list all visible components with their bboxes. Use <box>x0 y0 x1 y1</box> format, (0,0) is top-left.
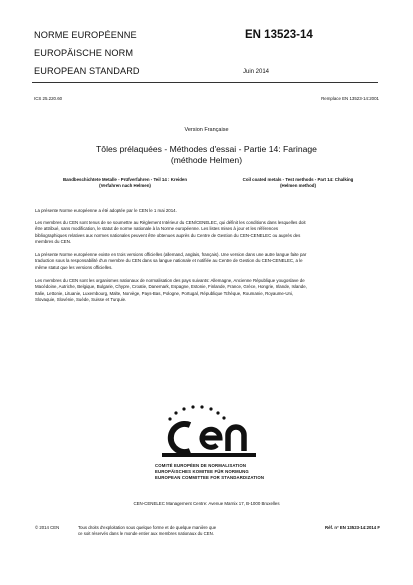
publication-date: Juin 2014 <box>243 69 270 75</box>
header-left <box>34 26 140 80</box>
committee-names <box>155 463 264 481</box>
document-title <box>0 144 413 165</box>
paragraph-line: bibliographiques relatives aux normes nationales peuvent être obtenues auprès du Centre de Gestion du CEN-CENELEC ou auprès des <box>35 232 301 238</box>
cen-logo-graphic <box>150 405 262 459</box>
german-title <box>50 177 200 189</box>
cen-logo <box>150 405 262 459</box>
committee-name-german: EUROPÄISCHES KOMITEE FÜR NORMUNG <box>155 468 249 474</box>
paragraph-line: Italie, Lettonie, Lituanie, Luxembourg, Malte, Norvège, Pays-Bas, Pologne, Portugal, République Tchèque, Roumanie, Royaume-Uni, <box>35 290 294 296</box>
rights-statement <box>78 525 308 537</box>
paragraph-line: Les membres du CEN sont tenus de se soumettre au Règlement Intérieur du CEN/CENELEC, qui définit les conditions dans lesquelles doit <box>35 220 306 225</box>
reference-number: Réf. n° EN 13523-14:2014 F <box>325 525 380 530</box>
committee-name-french: COMITÉ EUROPÉEN DE NORMALISATION <box>155 463 247 468</box>
header-title-english: EUROPEAN STANDARD <box>34 66 140 76</box>
logo-letter-n <box>228 427 244 451</box>
title-line-1: Tôles prélaquées - Méthodes d'essai - Partie 14: Farinage <box>96 144 317 154</box>
header-title-german: EUROPÄISCHE NORM <box>34 48 134 58</box>
logo-bar <box>162 453 256 457</box>
paragraph-line: même statut que les versions officielles. <box>35 264 113 270</box>
paragraph-line: membres du CEN. <box>35 238 72 244</box>
paragraph-line: La présente Norme européenne existe en trois versions officielles (allemand, anglais, français). Une version dans une autre langue faite par <box>35 252 307 257</box>
copyright: © 2014 CEN <box>35 525 60 530</box>
rights-line-2: ce soit réservés dans le monde entier aux membres nationaux du CEN. <box>78 530 214 536</box>
member-countries-paragraph <box>35 278 375 303</box>
logo-letter-c <box>171 424 190 452</box>
paragraph-line: Macédoine, Autriche, Belgique, Bulgarie, Chypre, Croatie, Danemark, Espagne, Estonie, Finlande, France, Grèce, Hongrie, Irlande, Islande, <box>35 284 307 290</box>
members-rules-paragraph <box>35 220 375 245</box>
paragraph-line: être attribué, sans modification, le statut de norme nationale à la Norme européenne. Les listes mises à jour et les références <box>35 226 279 232</box>
paragraph-line: traduction sous la responsabilité d'un membre du CEN dans sa langue nationale et notifiée au Centre de Gestion du CEN-CENELEC, a le <box>35 258 303 264</box>
german-title-line-1: Bandbeschichtete Metalle - Prüfverfahren - Teil 14 : Kreiden <box>62 177 188 182</box>
english-title-line-2: (Helmen method) <box>280 183 316 189</box>
title-line-2: (méthode Helmen) <box>170 154 243 165</box>
standard-number: EN 13523-14 <box>245 29 313 41</box>
ics-code: ICS 25.220.60 <box>34 96 63 101</box>
header-title-french: NORME EUROPÉENNE <box>34 30 137 40</box>
german-title-line-2: (Verfahren nach Helmen) <box>99 183 151 189</box>
english-title <box>223 177 373 189</box>
logo-letter-e <box>202 429 220 447</box>
stars-icon <box>168 405 225 420</box>
header-divider <box>32 82 378 83</box>
adoption-paragraph: La présente Norme européenne a été adoptée par le CEN le 1 mai 2014. <box>35 208 177 213</box>
official-versions-paragraph <box>35 252 375 271</box>
replaces-note: Remplace EN 13523-14:2001 <box>321 96 379 101</box>
english-title-line-1: Coil coated metals - Test methods - Part 14: Chalking <box>242 177 354 182</box>
version-label: Version Française <box>184 127 229 133</box>
management-centre-address: CEN-CENELEC Management Centre: Avenue Marnix 17, B-1000 Bruxelles <box>133 501 280 506</box>
rights-line-1: Tous droits d'exploitation sous quelque forme et de quelque manière que <box>78 525 217 530</box>
committee-name-english: EUROPEAN COMMITTEE FOR STANDARDIZATION <box>155 474 265 480</box>
paragraph-line: Slovaquie, Slovénie, Suède, Suisse et Turquie. <box>35 296 127 302</box>
paragraph-line: Les membres du CEN sont les organismes nationaux de normalisation des pays suivants: Allemagne, Ancienne République yougoslave de <box>35 278 305 283</box>
